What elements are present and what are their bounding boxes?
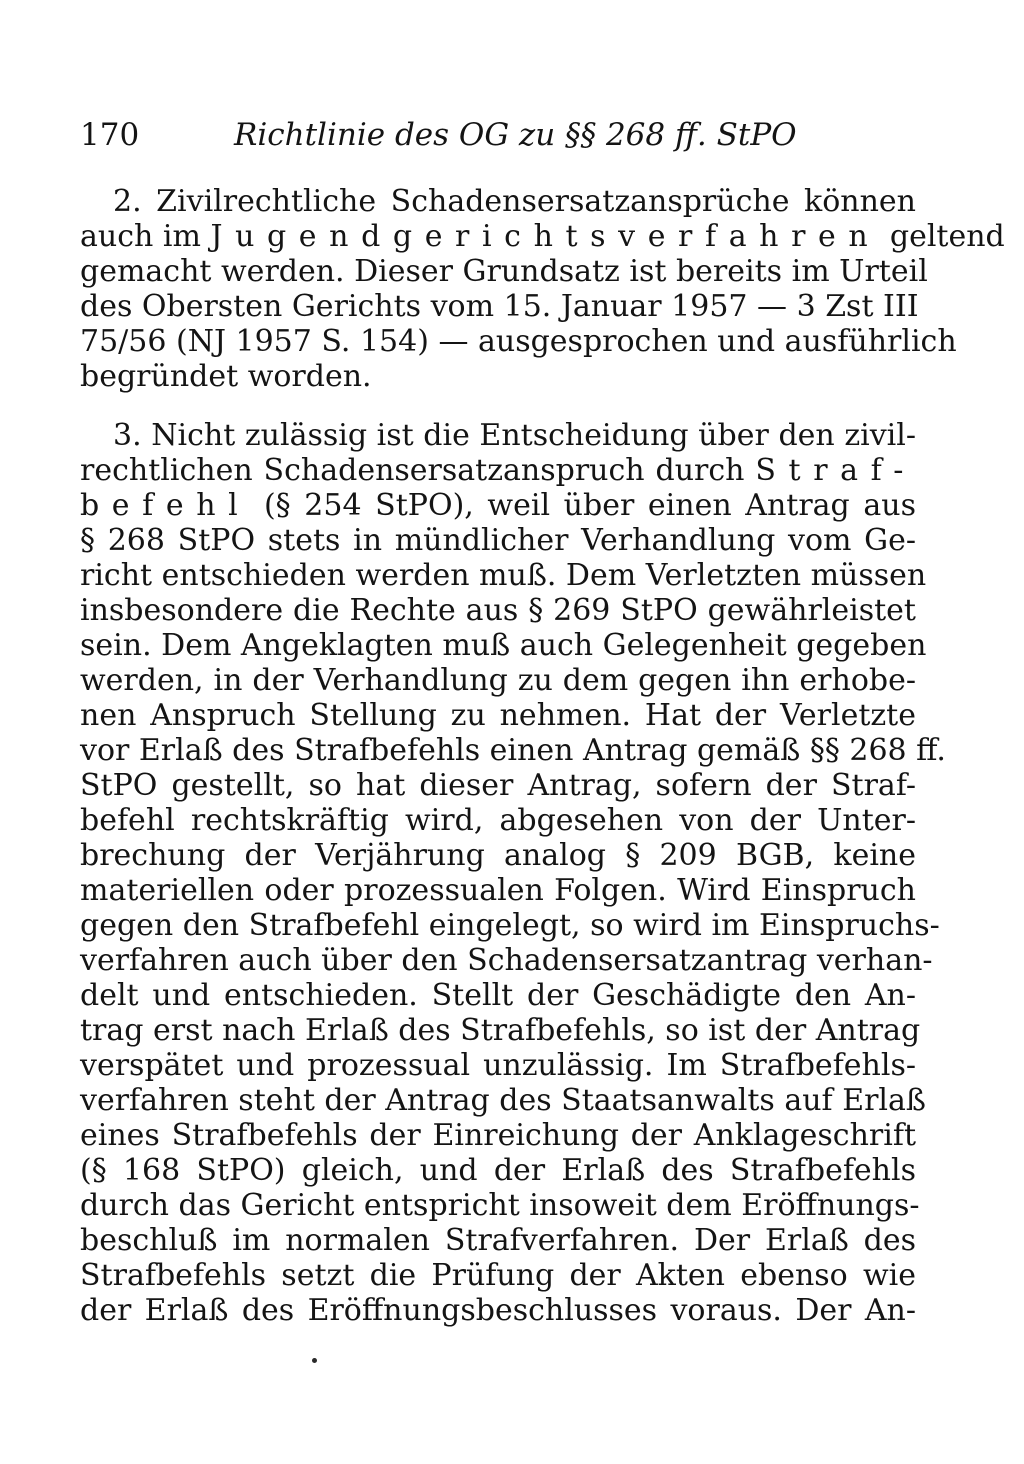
text-fragment: auch im [80, 219, 211, 254]
spaced-term-strafbefehl-part1: Straf- [755, 453, 916, 488]
text-line: materiellen oder prozessualen Folgen. Wird Einspruch [80, 873, 916, 908]
text-line: begründet worden. [80, 359, 372, 394]
page-header [80, 112, 840, 158]
text-line: vor Erlaß des Strafbefehls einen Antrag gemäß §§ 268 ff. [80, 733, 946, 768]
text-line: der Erlaß des Eröffnungsbeschlusses voraus. Der An- [80, 1293, 916, 1328]
text-line: 3. Nicht zulässig ist die Entscheidung über den zivil- [113, 418, 916, 453]
text-line: StPO gestellt, so hat dieser Antrag, sofern der Straf- [80, 768, 916, 803]
text-line: befehl rechtskräftig wird, abgesehen von der Unter- [80, 803, 916, 838]
text-line: trag erst nach Erlaß des Strafbefehls, so ist der Antrag [80, 1013, 921, 1048]
text-line: gegen den Strafbefehl eingelegt, so wird im Einspruchs- [80, 908, 940, 943]
text-line: beschluß im normalen Strafverfahren. Der Erlaß des [80, 1223, 916, 1258]
text-line: richt entschieden werden muß. Dem Verletzten müssen [80, 558, 927, 593]
text-fragment: (§ 254 StPO), weil über einen Antrag aus [250, 488, 916, 523]
page-number: 170 [80, 117, 140, 153]
text-line: 75/56 (NJ 1957 S. 154) — ausgesprochen und ausführlich [80, 324, 957, 359]
text-fragment: geltend [880, 219, 1005, 254]
text-line: durch das Gericht entspricht insoweit dem Eröffnungs- [80, 1188, 920, 1223]
text-line: verspätet und prozessual unzulässig. Im Strafbefehls- [80, 1048, 916, 1083]
paragraph-2 [80, 184, 1005, 394]
text-line: insbesondere die Rechte aus § 269 StPO gewährleistet [80, 593, 916, 628]
text-line [80, 453, 916, 488]
text-fragment: rechtlichen Schadensersatzanspruch durch [80, 453, 756, 488]
text-line: delt und entschieden. Stellt der Geschädigte den An- [80, 978, 916, 1013]
text-line: eines Strafbefehls der Einreichung der Anklageschrift [80, 1118, 916, 1153]
text-line: gemacht werden. Dieser Grundsatz ist bereits im Urteil [80, 254, 928, 289]
text-line: brechung der Verjährung analog § 209 BGB, keine [80, 838, 916, 873]
running-title: Richtlinie des OG zu §§ 268 ff. StPO [234, 117, 797, 153]
scan-speck [312, 1358, 317, 1363]
text-line [80, 488, 916, 523]
text-line: § 268 StPO stets in mündlicher Verhandlung vom Ge- [80, 523, 916, 558]
text-line [80, 1328, 916, 1363]
text-line: sein. Dem Angeklagten muß auch Gelegenheit gegeben [80, 628, 927, 663]
text-line: nen Anspruch Stellung zu nehmen. Hat der Verletzte [80, 698, 916, 733]
spaced-term-strafbefehl-part2: befehl [80, 488, 251, 523]
text-line: verfahren auch über den Schadensersatzantrag verhan- [80, 943, 933, 978]
text-line: des Obersten Gerichts vom 15. Januar 1957 — 3 Zst III [80, 289, 919, 324]
spaced-term-jugendgerichtsverfahren: Jugendgerichtsverfahren [210, 219, 881, 254]
text-line: (§ 168 StPO) gleich, und der Erlaß des Strafbefehls [80, 1153, 916, 1188]
text-line: 2. Zivilrechtliche Schadensersatzansprüche können [113, 184, 916, 219]
text-line [80, 219, 1005, 254]
text-line: Strafbefehls setzt die Prüfung der Akten ebenso wie [80, 1258, 916, 1293]
text-line: verfahren steht der Antrag des Staatsanwalts auf Erlaß [80, 1083, 926, 1118]
paragraph-3 [80, 418, 946, 1363]
text-line: werden, in der Verhandlung zu dem gegen ihn erhobe- [80, 663, 916, 698]
